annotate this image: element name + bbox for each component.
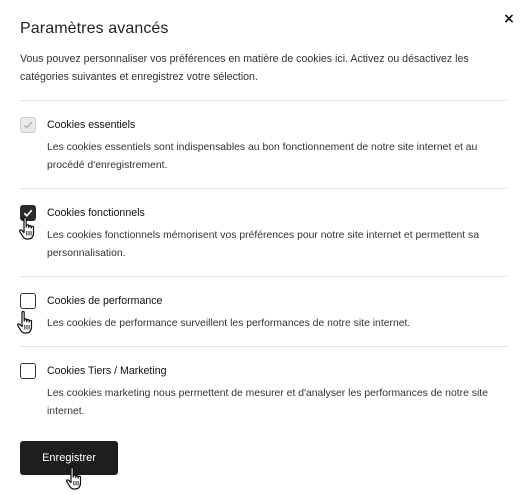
essential-checkbox: [20, 117, 36, 133]
essential-title: Cookies essentiels: [47, 119, 136, 131]
close-icon[interactable]: ×: [503, 11, 515, 27]
marketing-checkbox[interactable]: [20, 363, 36, 379]
checkmark-icon: [22, 207, 34, 219]
divider: [20, 100, 507, 101]
category-performance: [20, 293, 512, 333]
category-essential: [20, 117, 512, 175]
dialog-title: Paramètres avancés: [20, 20, 169, 37]
divider: [20, 346, 507, 347]
category-functional: [20, 205, 512, 263]
performance-checkbox[interactable]: [20, 293, 36, 309]
divider: [20, 276, 507, 277]
marketing-description: Les cookies marketing nous permettent de mesurer et d'analyser les performances de notre site internet.: [47, 388, 488, 417]
checkmark-icon: [22, 119, 34, 131]
essential-description: Les cookies essentiels sont indispensables au bon fonctionnement de notre site internet et au procédé d'enregistrement.: [47, 142, 478, 171]
marketing-title: Cookies Tiers / Marketing: [47, 365, 167, 377]
performance-description: Les cookies de performance surveillent les performances de notre site internet.: [47, 318, 411, 329]
functional-description: Les cookies fonctionnels mémorisent vos préférences pour notre site internet et permettent sa personnalisation.: [47, 230, 480, 259]
functional-title: Cookies fonctionnels: [47, 207, 145, 219]
performance-title: Cookies de performance: [47, 295, 163, 307]
intro-text: Vous pouvez personnaliser vos préférences en matière de cookies ici. Activez ou désactivez les catégories suivantes et enregistrez votre sélection.: [20, 53, 469, 83]
category-marketing: [20, 363, 512, 421]
save-button[interactable]: Enregistrer: [20, 441, 118, 475]
divider: [20, 188, 507, 189]
functional-checkbox[interactable]: [20, 205, 36, 221]
